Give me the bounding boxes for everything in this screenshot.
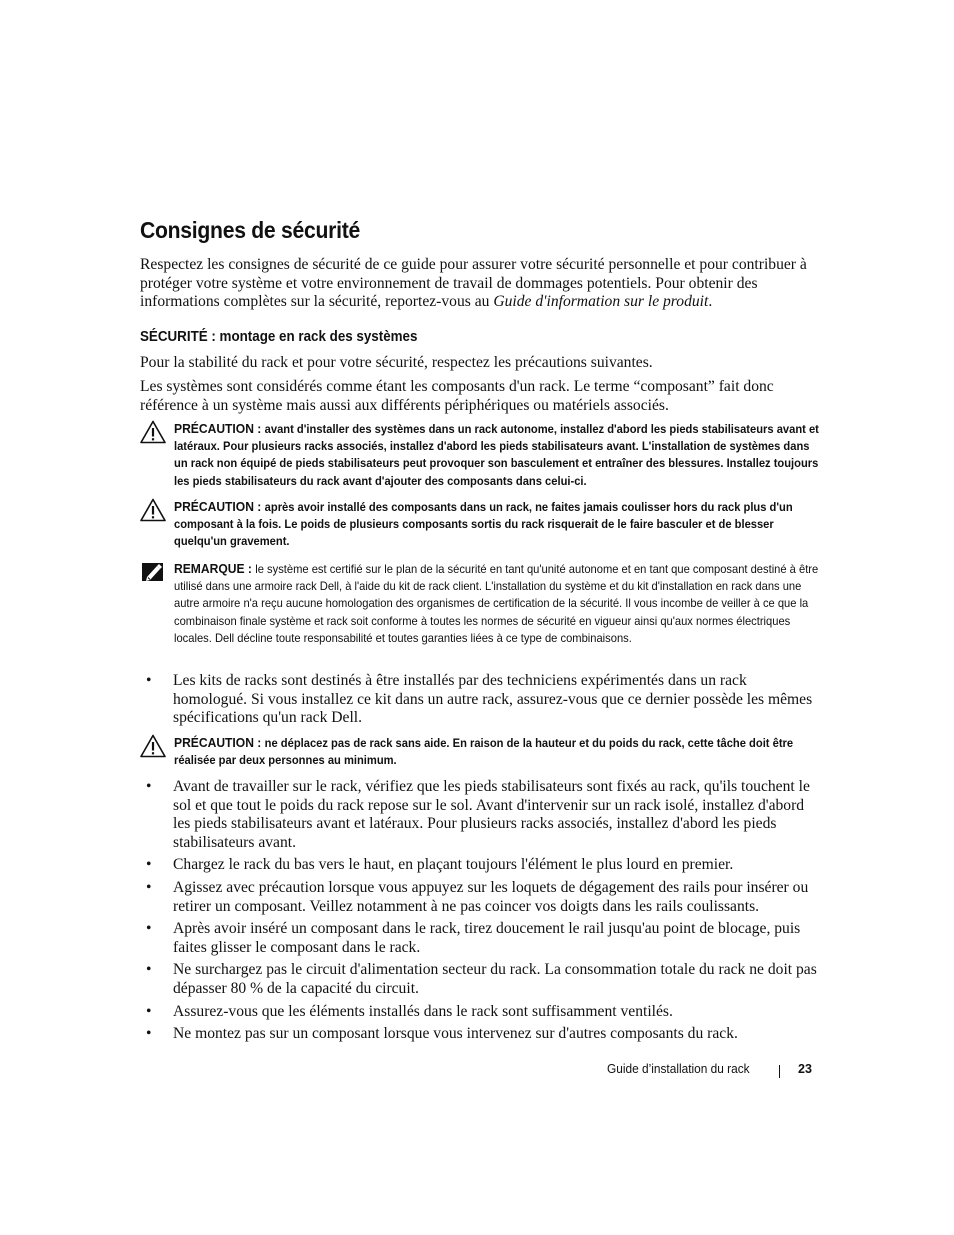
list-item-text: Agissez avec précaution lorsque vous appuyez sur les loquets de dégagement des rails pour insérer ou retirer un composant. Veillez notamment à ne pas coincer vos doigts dans les rails coulissants. [173,878,809,915]
bullet-marker: • [146,1025,152,1043]
footer-title: Guide d’installation du rack [607,1062,750,1076]
page-number: 23 [798,1062,812,1076]
list-item-text: Ne montez pas sur un composant lorsque vous intervenez sur d'autres composants du rack. [173,1025,738,1043]
bullet-marker: • [146,1002,152,1020]
bullet-marker: • [146,920,152,938]
note-pencil-icon [140,560,166,584]
list-item [140,1025,820,1044]
bullet-marker: • [146,878,152,896]
list-item-text: Les kits de racks sont destinés à être installés par des techniciens expérimentés dans un rack homologué. Si vous installez ce kit dans un autre rack, assurez-vous que ce dernier possède les mêmes spécifications qu'un rack Dell. [173,672,813,727]
caution-text [174,498,820,551]
caution-triangle-icon [140,498,166,522]
bullet-marker: • [146,961,152,979]
caution-body: avant d'installer des systèmes dans un rack autonome, installez d'abord les pieds stabilisateurs avant et latéraux. Pour plusieurs racks associés, installez d'abord les pieds stabilisateurs avant. L'installation de systèmes dans un rack non équipé de pieds stabilisateurs peut provoquer son basculement et entraîner des blessures. Installez toujours les pieds stabilisateurs du rack avant d'ajouter des composants dans celui-ci. [174,422,819,488]
bullet-marker: • [146,672,152,689]
note-label: REMARQUE : [174,561,256,576]
page-title: Consignes de sécurité [140,217,360,243]
list-item-text: Après avoir inséré un composant dans le rack, tirez doucement le rail jusqu'au point de blocage, puis faites glisser le composant dans le rack. [173,920,801,956]
caution-body: ne déplacez pas de rack sans aide. En raison de la hauteur et du poids du rack, cette tâche doit être réalisée par deux personnes au minimum. [174,736,794,768]
paragraph-components: Les systèmes sont considérés comme étant les composants d'un rack. Le terme “composant” fait donc référence à un système mais aussi aux différents périphériques ou matériels associés. [140,378,774,414]
intro-paragraph [140,256,820,312]
caution-body: après avoir installé des composants dans un rack, ne faites jamais coulisser hors du rack plus d'un composant à la fois. Le poids de plusieurs composants sortis du rack risquerait de le faire basculer et de blesser quelqu'un gravement. [174,500,793,549]
bullet-marker: • [146,778,152,795]
note-body: le système est certifié sur le plan de la sécurité en tant qu'unité autonome et en tant que composant destiné à être utilisé dans une armoire rack Dell, à l'aide du kit de rack client. L'installation du système et du kit d'installation en rack dans une autre armoire n'a reçu aucune homologation des organismes de certification de la sécurité. Il vous incombe de veiller à ce que la combinaison finale système et rack soit conforme à toutes les normes de sécurité en vigueur ainsi qu'aux normes électriques locales. Dell décline toute responsabilité et toutes garanties liées à ce type de combinaisons. [174,562,819,645]
intro-text: Respectez les consignes de sécurité de ce guide pour assurer votre sécurité personnelle et pour contribuer à protéger votre système et votre environnement de travail de dommages potentiels. Pour obtenir des informations complètes sur la sécurité, reportez-vous au [140,256,807,311]
list-item [140,856,820,875]
section-heading: SÉCURITÉ : montage en rack des systèmes [140,329,418,345]
caution-text [174,734,820,769]
caution-text [174,420,820,490]
note-text [174,560,820,647]
footer-divider [779,1065,780,1078]
list-item [140,672,820,728]
caution-label: PRÉCAUTION : [174,499,265,514]
bullet-marker: • [146,856,152,874]
list-item-text: Avant de travailler sur le rack, vérifiez que les pieds stabilisateurs sont fixés au rack, qu'ils touchent le sol et que tout le poids du rack repose sur le sol. Avant d'intervenir sur un rack isolé, installez d'abord les pieds stabilisateurs avant et latéraux. Pour plusieurs racks associés, installez d'abord les pieds stabilisateurs avant. [173,778,810,851]
list-item [140,961,820,998]
guide-reference: Guide d'information sur le produit [493,293,709,311]
bullet-list [140,778,820,1044]
list-item-text: Assurez-vous que les éléments installés dans le rack sont suffisamment ventilés. [173,1002,673,1020]
list-item [140,1003,820,1022]
caution-triangle-icon [140,420,166,444]
caution-label: PRÉCAUTION : [174,421,265,436]
caution-label: PRÉCAUTION : [174,735,265,750]
list-item-text: Chargez le rack du bas vers le haut, en plaçant toujours l'élément le plus lourd en premier. [173,856,734,874]
caution-triangle-icon [140,734,166,758]
bullet-list [140,672,820,728]
intro-end: . [708,293,713,311]
list-item-text: Ne surchargez pas le circuit d'alimentation secteur du rack. La consommation totale du rack ne doit pas dépasser 80 % de la capacité du circuit. [173,961,817,997]
list-item [140,920,820,957]
list-item [140,778,820,852]
paragraph-stability: Pour la stabilité du rack et pour votre sécurité, respectez les précautions suivantes. [140,354,653,371]
list-item [140,879,820,916]
